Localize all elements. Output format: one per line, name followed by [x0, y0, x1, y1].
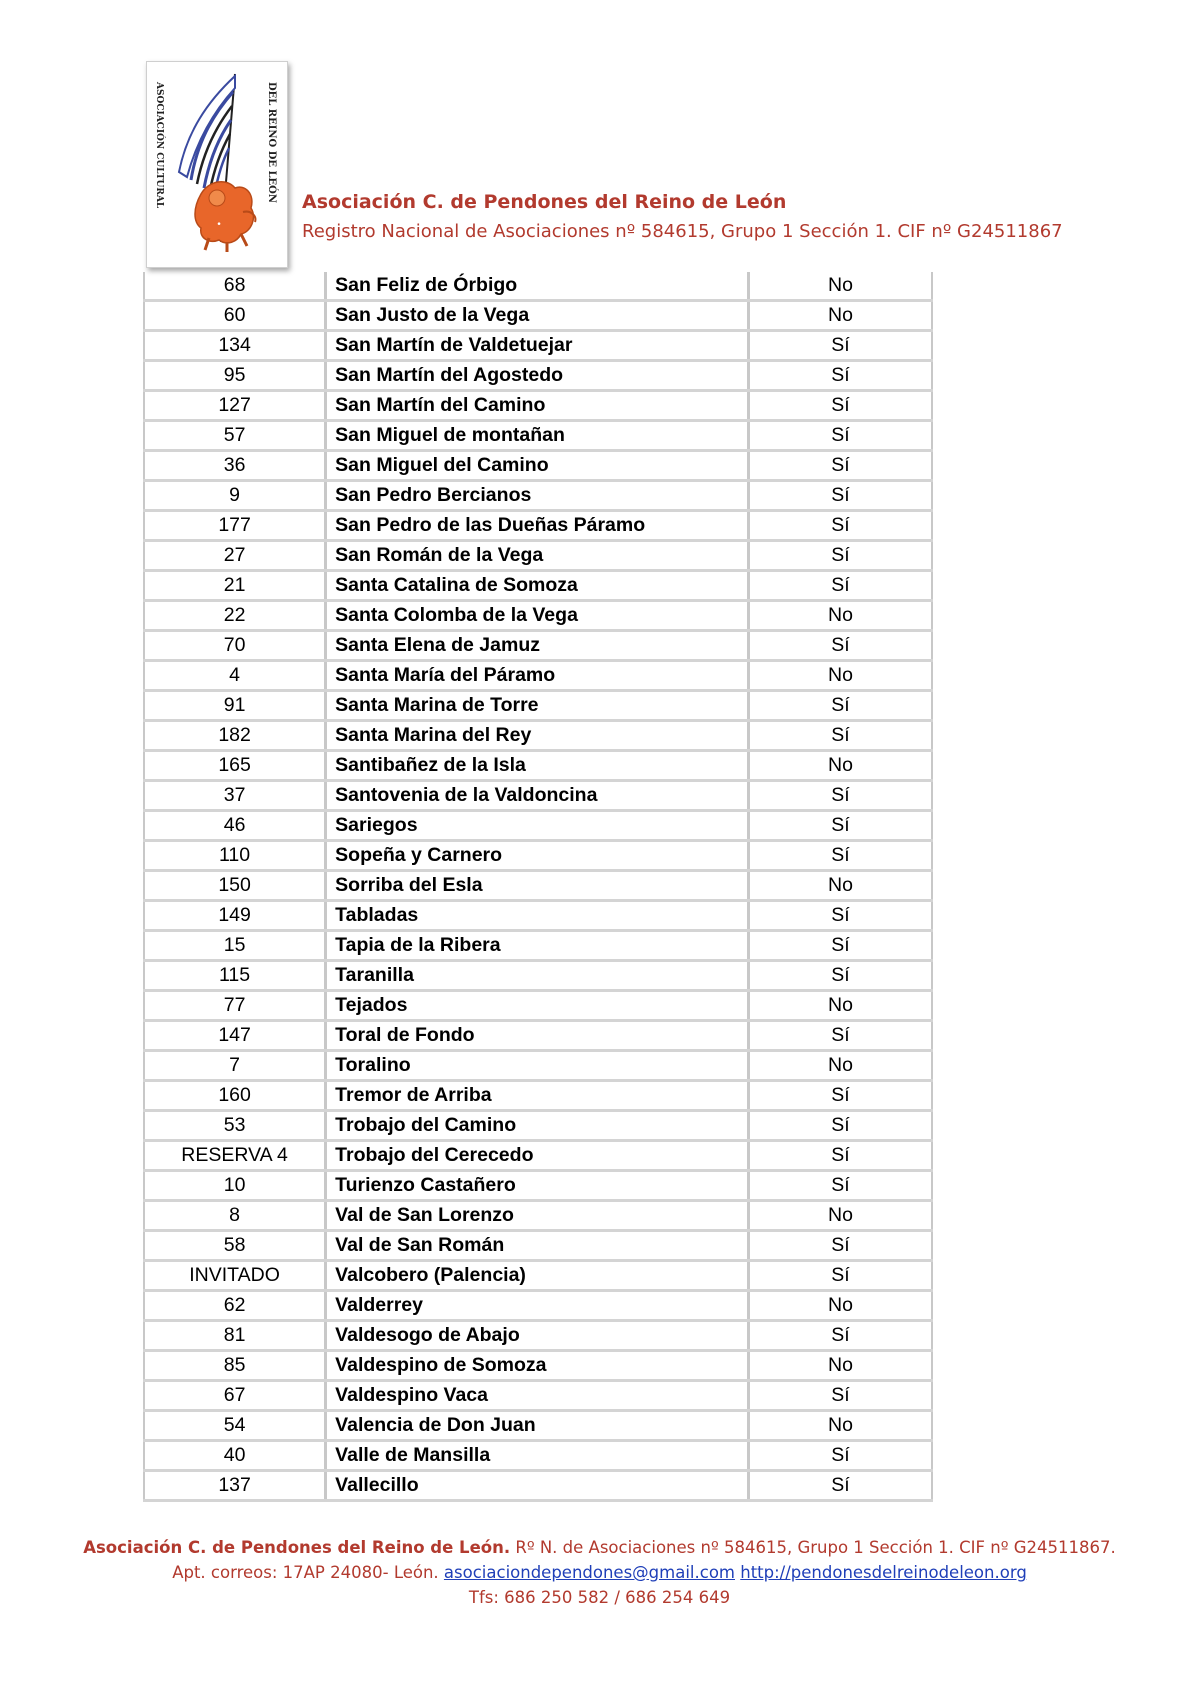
row-value: Sí: [749, 1021, 932, 1051]
row-name: Sariegos: [326, 811, 749, 841]
row-name: Val de San Román: [326, 1231, 749, 1261]
row-value: Sí: [749, 901, 932, 931]
row-value: No: [749, 301, 932, 331]
row-value: Sí: [749, 331, 932, 361]
row-value: Sí: [749, 391, 932, 421]
row-value: Sí: [749, 1081, 932, 1111]
row-name: San Pedro de las Dueñas Páramo: [326, 511, 749, 541]
table-row: [144, 1231, 932, 1261]
row-number: 81: [144, 1321, 326, 1351]
footer-line-2: [0, 1563, 1199, 1582]
footer-registry: Rº N. de Asociaciones nº 584615, Grupo 1 Sección 1. CIF nº G24511867.: [510, 1538, 1116, 1557]
table-row: [144, 571, 932, 601]
row-name: Tejados: [326, 991, 749, 1021]
row-number: 58: [144, 1231, 326, 1261]
table-row: [144, 781, 932, 811]
table-row: [144, 751, 932, 781]
row-number: 57: [144, 421, 326, 451]
row-number: 37: [144, 781, 326, 811]
row-number: 60: [144, 301, 326, 331]
footer-address: Apt. correos: 17AP 24080- León.: [172, 1563, 444, 1582]
row-number: 160: [144, 1081, 326, 1111]
row-number: 95: [144, 361, 326, 391]
row-value: Sí: [749, 421, 932, 451]
row-value: Sí: [749, 1471, 932, 1501]
table-row: [144, 811, 932, 841]
row-value: Sí: [749, 691, 932, 721]
row-name: San Justo de la Vega: [326, 301, 749, 331]
row-name: San Martín del Camino: [326, 391, 749, 421]
row-number: 67: [144, 1381, 326, 1411]
footer-email-link[interactable]: asociaciondependones@gmail.com: [443, 1563, 735, 1582]
row-name: San Miguel de montañan: [326, 421, 749, 451]
row-number: 115: [144, 961, 326, 991]
table-row: [144, 541, 932, 571]
footer-phones: Tfs: 686 250 582 / 686 254 649: [468, 1588, 731, 1607]
row-name: Valencia de Don Juan: [326, 1411, 749, 1441]
row-value: No: [749, 1351, 932, 1381]
row-value: Sí: [749, 1381, 932, 1411]
table-row: [144, 841, 932, 871]
table-row: [144, 631, 932, 661]
table-row: [144, 601, 932, 631]
row-name: Tabladas: [326, 901, 749, 931]
row-number: 15: [144, 931, 326, 961]
table-row: [144, 1321, 932, 1351]
table-row: [144, 511, 932, 541]
row-name: Vallecillo: [326, 1471, 749, 1501]
table-row: [144, 901, 932, 931]
table-row: [144, 421, 932, 451]
row-number: 36: [144, 451, 326, 481]
row-value: Sí: [749, 1321, 932, 1351]
row-value: Sí: [749, 481, 932, 511]
row-name: San Martín del Agostedo: [326, 361, 749, 391]
association-logo: [146, 61, 288, 268]
row-name: Santibañez de la Isla: [326, 751, 749, 781]
table-row: [144, 1441, 932, 1471]
row-name: Valdespino de Somoza: [326, 1351, 749, 1381]
table-row: [144, 1111, 932, 1141]
row-name: Toralino: [326, 1051, 749, 1081]
row-number: RESERVA 4: [144, 1141, 326, 1171]
row-number: 46: [144, 811, 326, 841]
row-number: INVITADO: [144, 1261, 326, 1291]
row-name: Turienzo Castañero: [326, 1171, 749, 1201]
row-number: 149: [144, 901, 326, 931]
row-value: Sí: [749, 721, 932, 751]
row-value: No: [749, 1291, 932, 1321]
table-row: [144, 1201, 932, 1231]
row-value: Sí: [749, 451, 932, 481]
row-value: Sí: [749, 541, 932, 571]
row-name: San Martín de Valdetuejar: [326, 331, 749, 361]
row-number: 40: [144, 1441, 326, 1471]
row-number: 62: [144, 1291, 326, 1321]
row-number: 68: [144, 272, 326, 301]
row-value: No: [749, 1411, 932, 1441]
header-title: Asociación C. de Pendones del Reino de León: [302, 191, 787, 213]
row-number: 8: [144, 1201, 326, 1231]
row-number: 22: [144, 601, 326, 631]
row-number: 150: [144, 871, 326, 901]
row-name: San Román de la Vega: [326, 541, 749, 571]
row-name: Santa Catalina de Somoza: [326, 571, 749, 601]
svg-text:•: •: [216, 220, 222, 230]
row-name: Santa Elena de Jamuz: [326, 631, 749, 661]
row-name: Sopeña y Carnero: [326, 841, 749, 871]
table-row: [144, 1051, 932, 1081]
table-row: [144, 391, 932, 421]
row-number: 4: [144, 661, 326, 691]
row-value: No: [749, 871, 932, 901]
table-row: [144, 721, 932, 751]
table-row: [144, 1021, 932, 1051]
row-value: Sí: [749, 511, 932, 541]
row-name: Santa María del Páramo: [326, 661, 749, 691]
row-name: Trobajo del Cerecedo: [326, 1141, 749, 1171]
table-row: [144, 481, 932, 511]
row-name: Toral de Fondo: [326, 1021, 749, 1051]
row-value: Sí: [749, 1111, 932, 1141]
table-row: [144, 661, 932, 691]
row-name: Valcobero (Palencia): [326, 1261, 749, 1291]
row-number: 27: [144, 541, 326, 571]
table-row: [144, 871, 932, 901]
row-number: 54: [144, 1411, 326, 1441]
table-row: [144, 1381, 932, 1411]
row-name: Trobajo del Camino: [326, 1111, 749, 1141]
row-value: Sí: [749, 1231, 932, 1261]
row-name: Valle de Mansilla: [326, 1441, 749, 1471]
table-row: [144, 361, 932, 391]
row-name: Val de San Lorenzo: [326, 1201, 749, 1231]
row-value: No: [749, 661, 932, 691]
row-number: 127: [144, 391, 326, 421]
row-value: Sí: [749, 961, 932, 991]
table-row: [144, 331, 932, 361]
pendones-table: [143, 272, 933, 1502]
footer-org-name: Asociación C. de Pendones del Reino de León.: [83, 1538, 511, 1557]
table-row: [144, 301, 932, 331]
row-number: 9: [144, 481, 326, 511]
table-row: [144, 1291, 932, 1321]
row-value: Sí: [749, 631, 932, 661]
row-number: 147: [144, 1021, 326, 1051]
row-value: Sí: [749, 781, 932, 811]
row-number: 165: [144, 751, 326, 781]
row-name: San Miguel del Camino: [326, 451, 749, 481]
row-number: 110: [144, 841, 326, 871]
row-value: No: [749, 751, 932, 781]
footer-website-link[interactable]: http://pendonesdelreinodeleon.org: [740, 1563, 1027, 1582]
row-value: Sí: [749, 1141, 932, 1171]
row-number: 91: [144, 691, 326, 721]
row-value: Sí: [749, 1441, 932, 1471]
row-value: Sí: [749, 841, 932, 871]
header-subtitle: Registro Nacional de Asociaciones nº 584615, Grupo 1 Sección 1. CIF nº G24511867: [302, 221, 1063, 242]
row-value: No: [749, 272, 932, 301]
row-value: No: [749, 601, 932, 631]
logo-left-text: ASOCIACIÓN CULTURAL: [154, 82, 164, 209]
table-row: [144, 691, 932, 721]
logo-right-text: DEL REINO DE LEÓN: [266, 82, 277, 204]
row-number: 137: [144, 1471, 326, 1501]
row-number: 177: [144, 511, 326, 541]
row-number: 21: [144, 571, 326, 601]
row-value: No: [749, 1051, 932, 1081]
row-value: Sí: [749, 1171, 932, 1201]
row-name: Valdesogo de Abajo: [326, 1321, 749, 1351]
table-row: [144, 931, 932, 961]
row-name: San Pedro Bercianos: [326, 481, 749, 511]
row-name: Santa Marina de Torre: [326, 691, 749, 721]
row-name: Tremor de Arriba: [326, 1081, 749, 1111]
table-row: [144, 1261, 932, 1291]
table-row: [144, 1081, 932, 1111]
row-value: No: [749, 991, 932, 1021]
row-name: Sorriba del Esla: [326, 871, 749, 901]
row-name: Santa Marina del Rey: [326, 721, 749, 751]
table-row: [144, 1351, 932, 1381]
table-row: [144, 991, 932, 1021]
row-number: 182: [144, 721, 326, 751]
row-number: 7: [144, 1051, 326, 1081]
row-number: 134: [144, 331, 326, 361]
row-value: Sí: [749, 931, 932, 961]
row-number: 85: [144, 1351, 326, 1381]
table-row: [144, 1171, 932, 1201]
row-name: Santovenia de la Valdoncina: [326, 781, 749, 811]
table-row: [144, 1141, 932, 1171]
row-value: Sí: [749, 571, 932, 601]
table-row: [144, 451, 932, 481]
row-value: Sí: [749, 1261, 932, 1291]
table-row: [144, 272, 932, 301]
table-body: [144, 272, 932, 1501]
footer-line-1: [0, 1538, 1199, 1557]
table-row: [144, 1471, 932, 1501]
row-name: Taranilla: [326, 961, 749, 991]
row-value: Sí: [749, 361, 932, 391]
row-number: 77: [144, 991, 326, 1021]
table-row: [144, 961, 932, 991]
table-row: [144, 1411, 932, 1441]
row-number: 53: [144, 1111, 326, 1141]
row-name: Tapia de la Ribera: [326, 931, 749, 961]
row-name: San Feliz de Órbigo: [326, 272, 749, 301]
row-value: Sí: [749, 811, 932, 841]
row-name: Valderrey: [326, 1291, 749, 1321]
row-value: No: [749, 1201, 932, 1231]
row-name: Valdespino Vaca: [326, 1381, 749, 1411]
row-name: Santa Colomba de la Vega: [326, 601, 749, 631]
row-number: 70: [144, 631, 326, 661]
row-number: 10: [144, 1171, 326, 1201]
